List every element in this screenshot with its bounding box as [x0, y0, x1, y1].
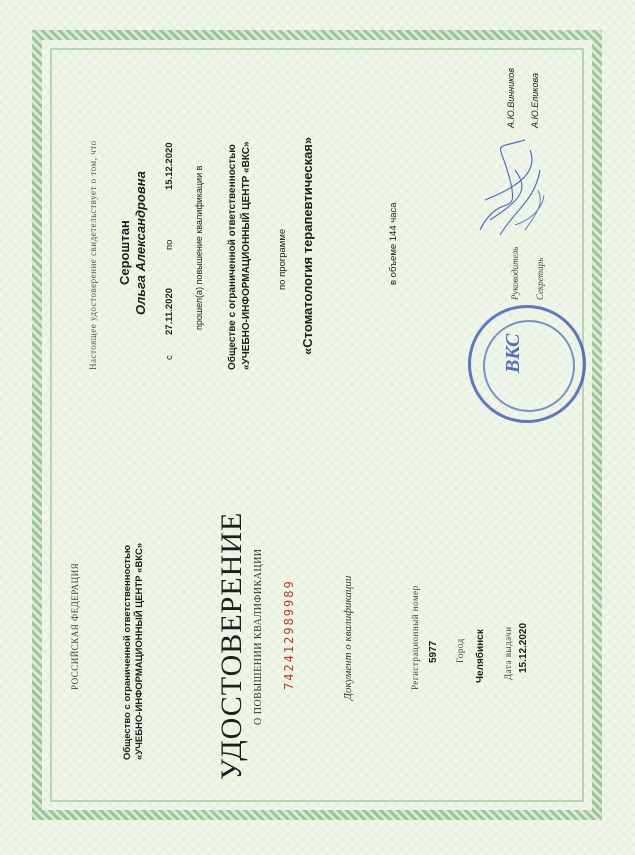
recipient-name: Ольга Александровна — [133, 171, 148, 315]
left-org-line1: Общество с ограниченной ответственностью — [122, 544, 133, 760]
left-org-line2: «УЧЕБНО-ИНФОРМАЦИОННЫЙ ЦЕНТР «ВКС» — [134, 542, 145, 760]
certificate-subtitle: О ПОВЫШЕНИИ КВАЛИФИКАЦИИ — [253, 548, 264, 725]
passed-text: прошел(а) повышение квалификации в — [194, 165, 204, 330]
secretary-name: А.Ю.Еликова — [530, 72, 540, 128]
program-name: «Стоматология терапевтическая» — [300, 136, 315, 355]
head-name: А.Ю.Винников — [506, 67, 516, 128]
stamp-logo: ВКС — [502, 333, 524, 373]
to-label: по — [164, 239, 175, 250]
program-label: по программе — [277, 228, 288, 290]
signature-image — [470, 130, 550, 240]
stamp-inner-ring — [483, 320, 575, 412]
country-label: РОССИЙСКАЯ ФЕДЕРАЦИЯ — [70, 562, 80, 690]
city-value: Челябинск — [475, 629, 486, 683]
head-label: Руководитель — [510, 246, 520, 300]
city-label: Город — [455, 638, 465, 663]
certificate-title: УДОСТОВЕРЕНИЕ — [215, 511, 248, 780]
secretary-label: Секретарь — [535, 257, 545, 300]
right-org-line1: Обществе с ограниченной ответственностью — [227, 144, 238, 370]
reg-number-label: Регистрационный номер — [410, 585, 420, 690]
right-org-line2: «УЧЕБНО-ИНФОРМАЦИОННЫЙ ЦЕНТР «ВКС» — [241, 141, 252, 370]
document-type: Документ о квалификации — [342, 575, 354, 700]
organization-stamp — [468, 305, 586, 423]
issue-date-value: 15.12.2020 — [518, 622, 529, 673]
serial-number: 742412989989 — [282, 579, 296, 690]
from-label: с — [164, 355, 175, 360]
issue-date-label: Дата выдачи — [503, 626, 513, 680]
recipient-surname: Сероштан — [117, 220, 132, 285]
intro-text: Настоящее удостоверение свидетельствует о том, что — [88, 140, 98, 370]
to-date: 15.12.2020 — [164, 142, 175, 190]
volume-text: в объеме 144 часа — [388, 202, 399, 285]
reg-number-value: 5977 — [428, 640, 439, 663]
from-date: 27.11.2020 — [164, 287, 175, 335]
